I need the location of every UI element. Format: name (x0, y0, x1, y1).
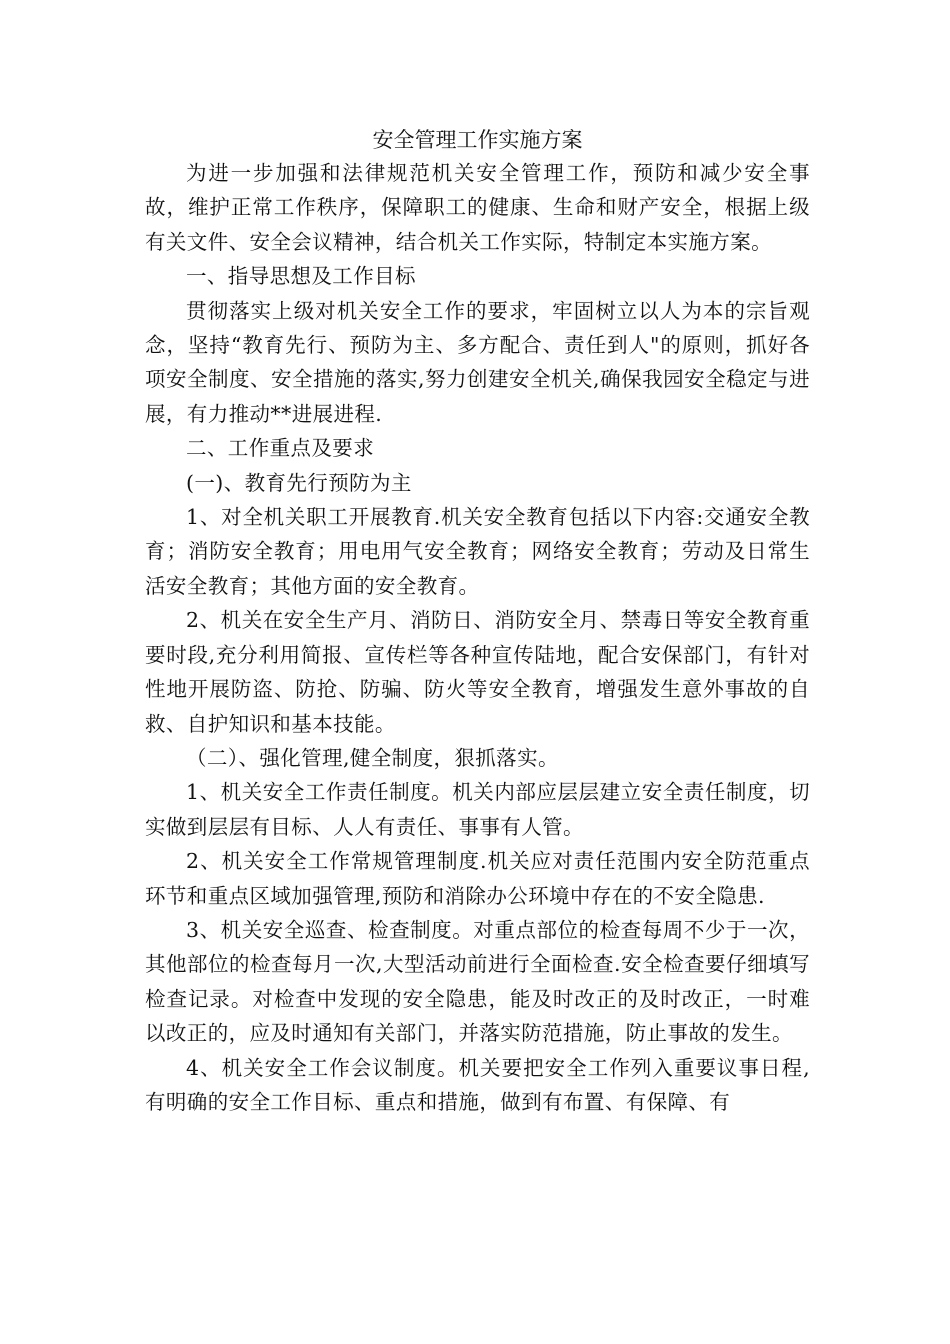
part-1-heading: (一)、教育先行预防为主 (186, 470, 412, 495)
part-2-item-3: 3、机关安全巡查、检查制度。对重点部位的检查每周不少于一次，其他部位的检查每月一次,大型活动前进行全面检查.安全检查要仔细填写检查记录。对检查中发现的安全隐患，能及时改正的及时改正，一时难以改正的，应及时通知有关部门，并落实防范措施，防止事故的发生。 (145, 917, 810, 1046)
document-body (145, 124, 810, 1119)
part-1-item-2: 2、机关在安全生产月、消防日、消防安全月、禁毒日等安全教育重要时段,充分利用简报、宣传栏等各种宣传陆地，配合安保部门，有针对性地开展防盗、防抢、防骗、防火等安全教育，增强发生意外事故的自救、自护知识和基本技能。 (145, 608, 810, 736)
part-2-item-2: 2、机关安全工作常规管理制度.机关应对责任范围内安全防范重点环节和重点区域加强管理,预防和消除办公环境中存在的不安全隐患. (145, 849, 810, 908)
part-1-item-1: 1、对全机关职工开展教育.机关安全教育包括以下内容:交通安全教育；消防安全教育；用电用气安全教育；网络安全教育；劳动及日常生活安全教育；其他方面的安全教育。 (145, 505, 810, 598)
section-2-heading: 二、工作重点及要求 (186, 436, 375, 461)
part-2-heading: （二）、强化管理,健全制度，狠抓落实。 (186, 745, 559, 770)
part-2-item-1: 1、机关安全工作责任制度。机关内部应层层建立安全责任制度，切实做到层层有目标、人人有责任、事事有人管。 (145, 780, 810, 839)
intro-paragraph: 为进一步加强和法律规范机关安全管理工作，预防和减少安全事故，维护正常工作秩序，保障职工的健康、生命和财产安全，根据上级有关文件、安全会议精神，结合机关工作实际，特制定本实施方案。 (145, 161, 810, 254)
section-1-body: 贯彻落实上级对机关安全工作的要求，牢固树立以人为本的宗旨观念，坚持“教育先行、预防为主、多方配合、责任到人"的原则，抓好各项安全制度、安全措施的落实,努力创建安全机关,确保我园安全稳定与进展，有力推动**进展进程. (145, 298, 810, 426)
section-1-heading: 一、指导思想及工作目标 (186, 264, 416, 289)
part-2-item-4: 4、机关安全工作会议制度。机关要把安全工作列入重要议事日程,有明确的安全工作目标、重点和措施，做到有布置、有保障、有 (145, 1055, 810, 1114)
document-title: 安全管理工作实施方案 (372, 128, 583, 152)
